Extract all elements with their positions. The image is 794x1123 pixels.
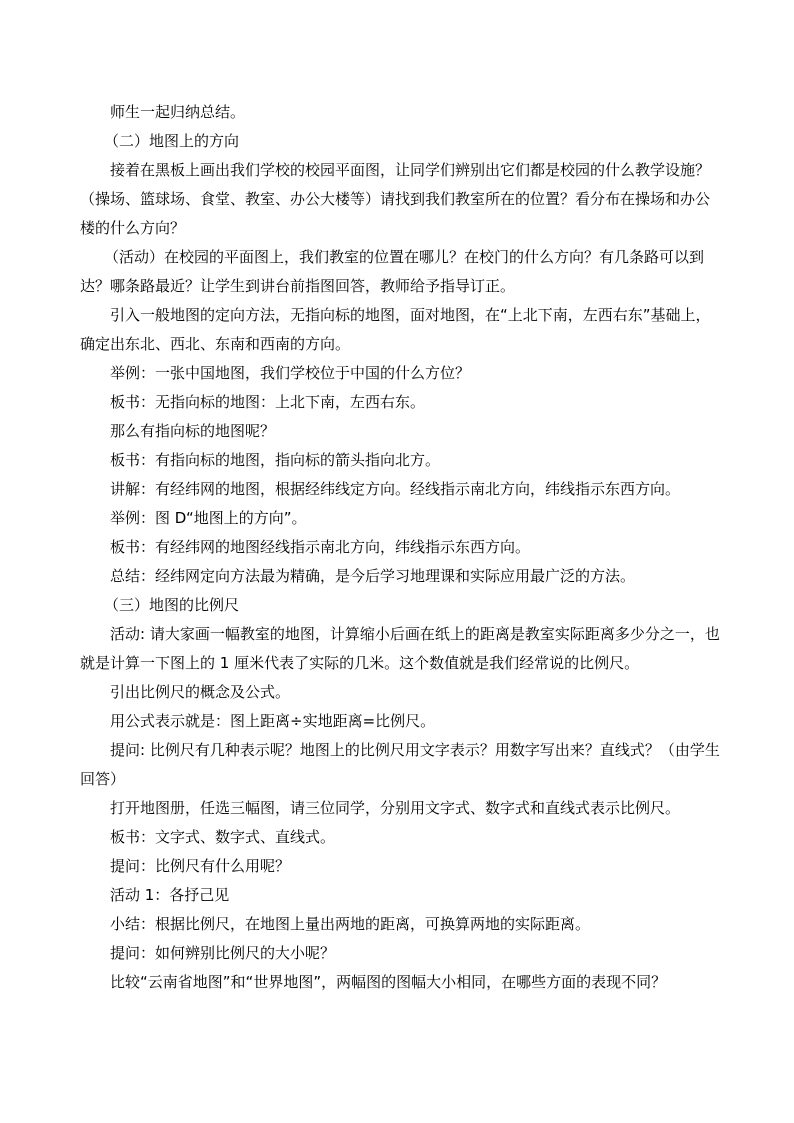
paragraph: 举例：一张中国地图，我们学校位于中国的什么方位？ <box>110 364 471 382</box>
paragraph: 小结：根据比例尺，在地图上量出两地的距离，可换算两地的实际距离。 <box>110 915 591 933</box>
paragraph: 师生一起归纳总结。 <box>110 103 246 121</box>
paragraph: 提问: 比例尺有几种表示呢？地图上的比例尺用文字表示？用数字写出来？直线式？（由学生回答） <box>80 741 720 788</box>
section-heading-direction: （二）地图上的方向 <box>104 132 240 150</box>
paragraph: 引入一般地图的定向方法，无指向标的地图，面对地图，在“上北下南，左西右东”基础上，确定出东北、西北、东南和西南的方向。 <box>80 306 711 353</box>
paragraph: 打开地图册，任选三幅图，请三位同学，分别用文字式、数字式和直线式表示比例尺。 <box>110 799 681 817</box>
paragraph: 板书：文字式、数字式、直线式。 <box>110 828 336 846</box>
paragraph: 比较“云南省地图”和“世界地图”，两幅图的图幅大小相同，在哪些方面的表现不同？ <box>110 973 667 991</box>
paragraph: 板书：有指向标的地图，指向标的箭头指向北方。 <box>110 451 441 469</box>
paragraph: 提问：如何辨别比例尺的大小呢？ <box>110 944 336 962</box>
paragraph: （活动）在校园的平面图上，我们教室的位置在哪儿？在校门的什么方向？有几条路可以到达？哪条路最近？让学生到讲台前指图回答，教师给予指导订正。 <box>80 248 705 295</box>
section-heading-scale: （三）地图的比例尺 <box>104 596 240 614</box>
paragraph: 活动: 请大家画一幅教室的地图，计算缩小后画在纸上的距离是教室实际距离多少分之一，也就是计算一下图上的 1 厘米代表了实际的几米。这个数值就是我们经常说的比例尺。 <box>80 625 720 672</box>
paragraph: 板书：无指向标的地图：上北下南，左西右东。 <box>110 393 426 411</box>
paragraph: 举例：图 D“地图上的方向”。 <box>110 509 307 527</box>
paragraph: 用公式表示就是：图上距离÷实地距离=比例尺。 <box>110 712 436 730</box>
paragraph: 提问：比例尺有什么用呢？ <box>110 857 291 875</box>
paragraph: 那么有指向标的地图呢？ <box>110 422 276 440</box>
paragraph: 接着在黑板上画出我们学校的校园平面图，让同学们辨别出它们都是校园的什么教学设施？（操场、篮球场、食堂、教室、办公大楼等）请找到我们教室所在的位置？看分布在操场和办公楼的什么方向？ <box>80 161 711 237</box>
paragraph: 活动 1：各抒己见 <box>110 886 230 904</box>
paragraph: 板书：有经纬网的地图经线指示南北方向，纬线指示东西方向。 <box>110 538 531 556</box>
paragraph: 总结：经纬网定向方法最为精确，是今后学习地理课和实际应用最广泛的方法。 <box>110 567 636 585</box>
paragraph: 讲解：有经纬网的地图，根据经纬线定方向。经线指示南北方向，纬线指示东西方向。 <box>110 480 681 498</box>
paragraph: 引出比例尺的概念及公式。 <box>110 683 291 701</box>
document-body <box>80 98 720 997</box>
